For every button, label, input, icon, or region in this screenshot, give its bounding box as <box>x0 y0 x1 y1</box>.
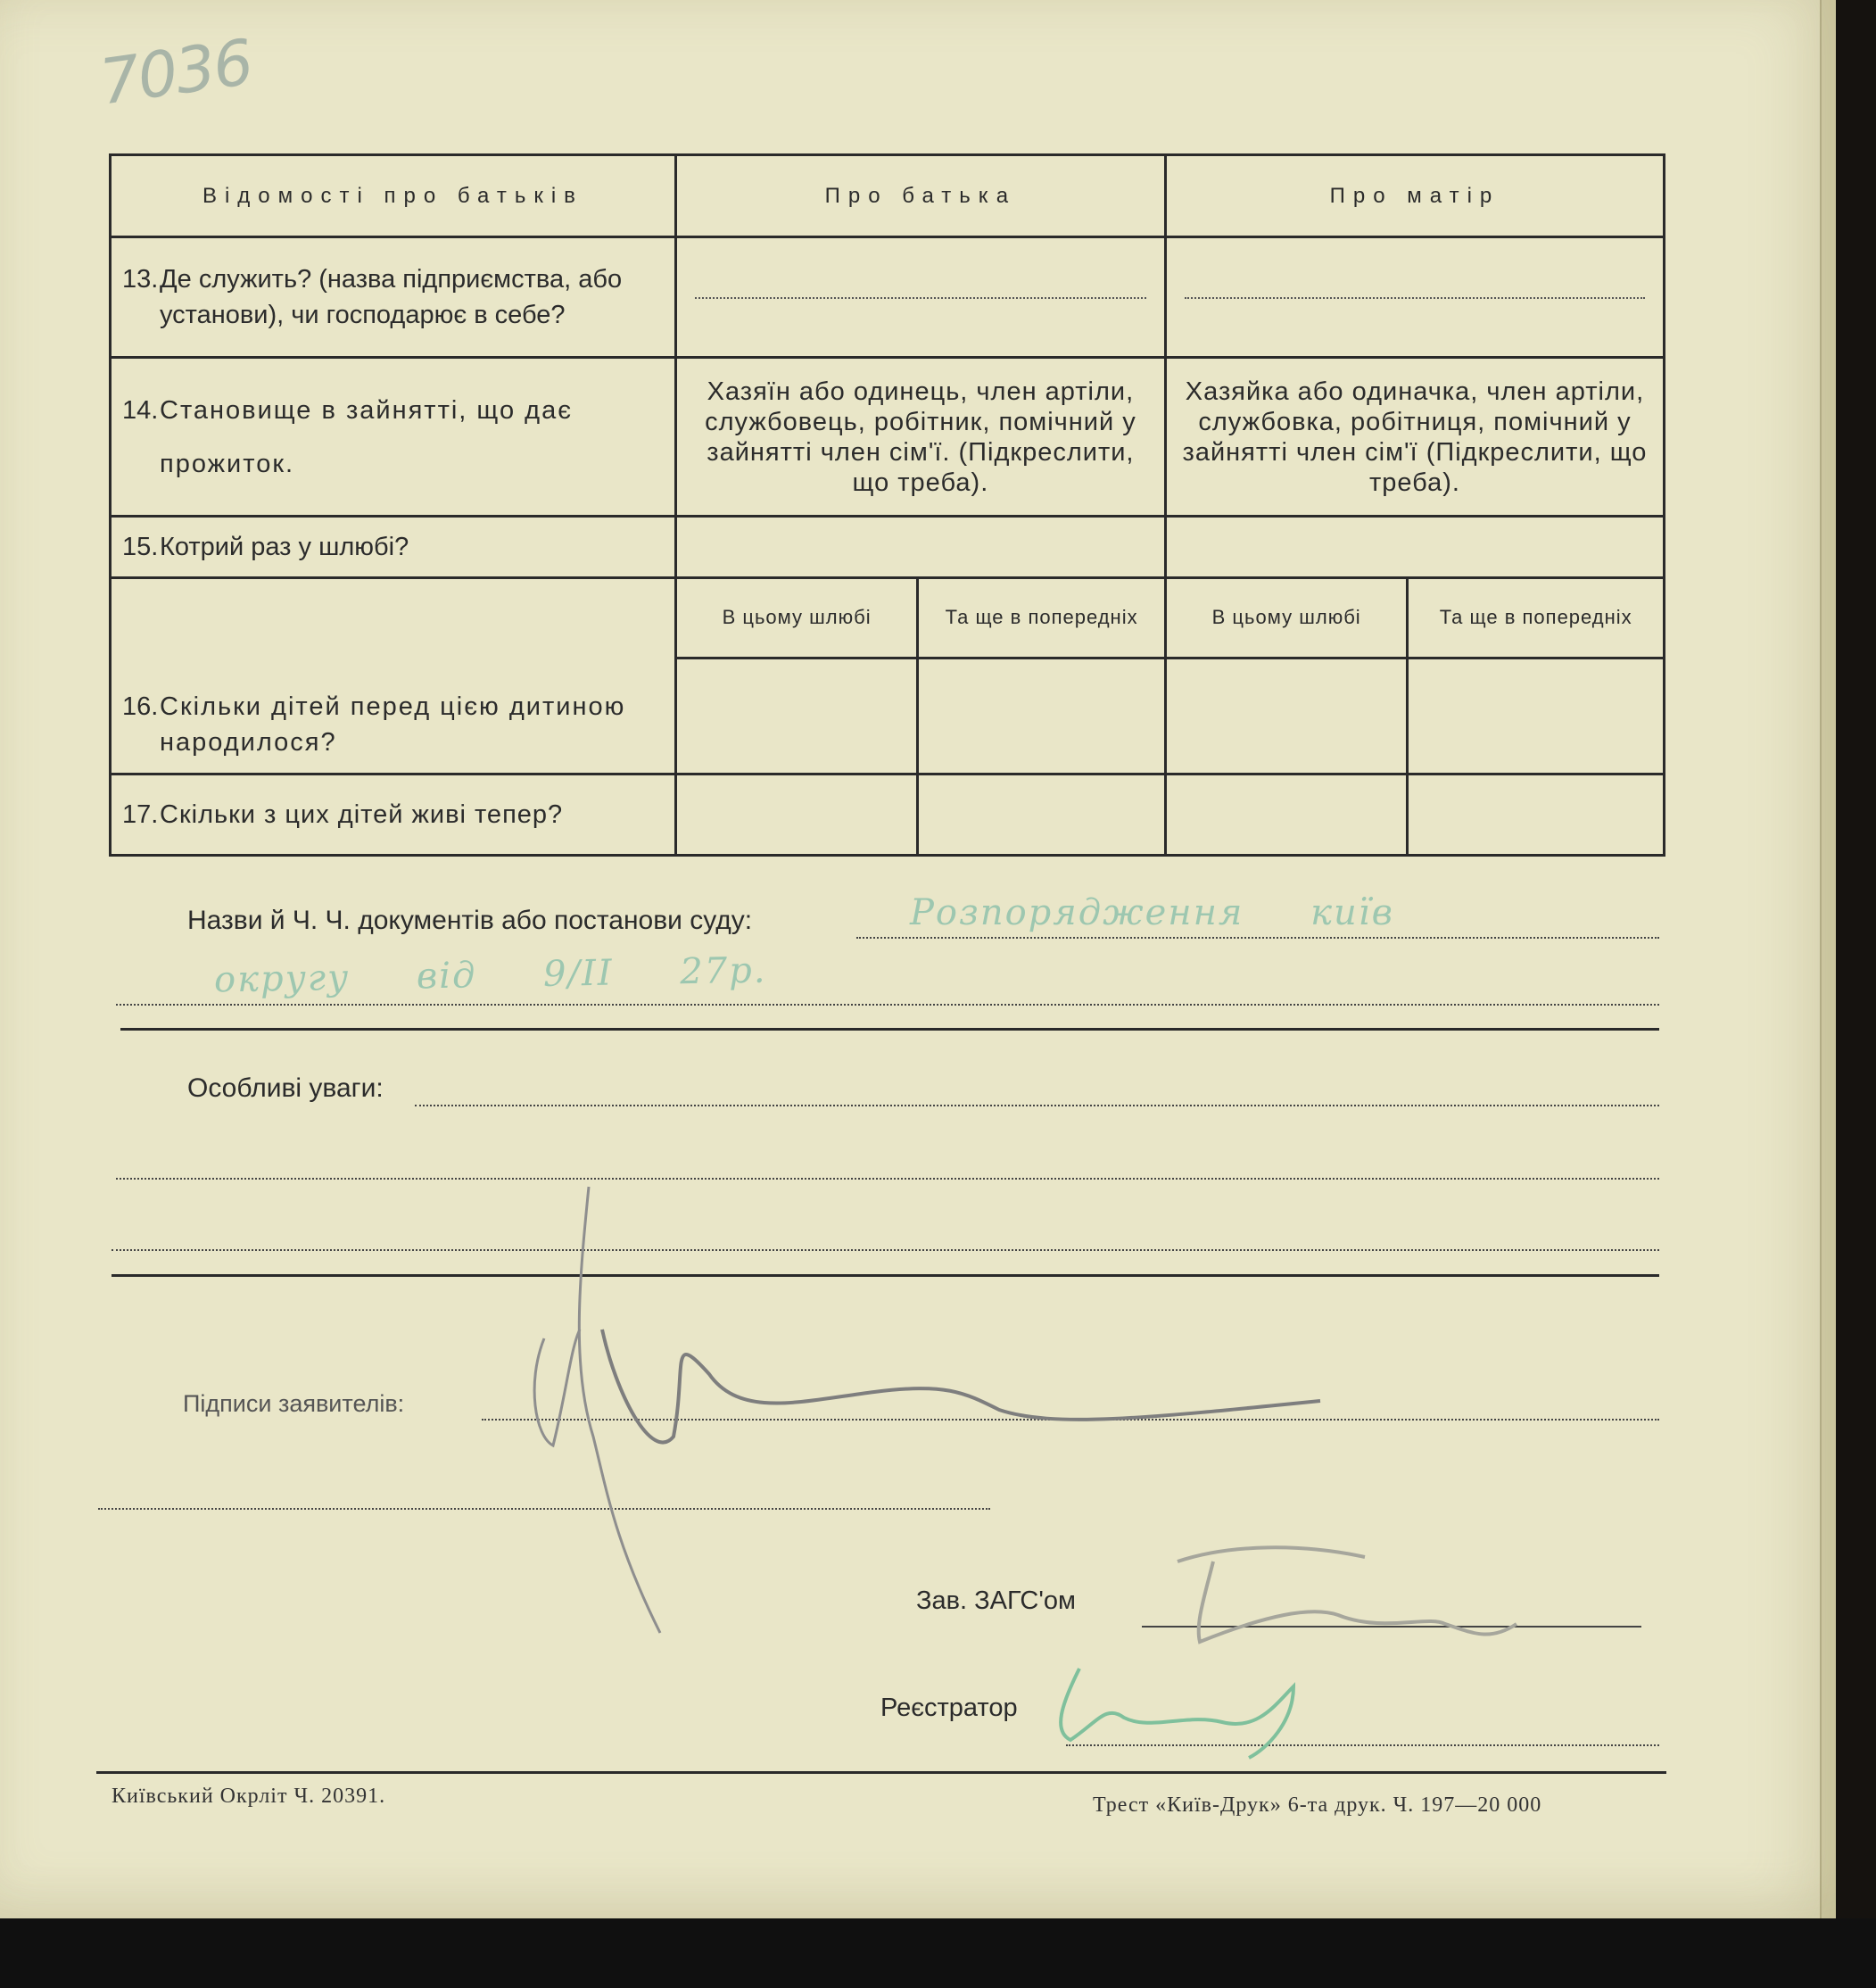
q16-mother-this-cell[interactable] <box>1165 658 1407 774</box>
table-header-row <box>111 155 1665 237</box>
q16-mother-prev-cell[interactable] <box>1408 658 1665 774</box>
q17-mother-prev-cell[interactable] <box>1408 774 1665 855</box>
documents-line-1[interactable] <box>856 937 1659 939</box>
remarks-label: Особливі уваги: <box>187 1073 384 1103</box>
q14-mother-options[interactable]: Хазяйка або одиначка, член артіли, службовка, робітниця, помічний у зайнятті член сім'ї (Підкреслити, що треба). <box>1165 358 1664 517</box>
header-father: Про батька <box>675 155 1165 237</box>
row-q16-subheader <box>111 578 1665 658</box>
registrar-label: Реєстратор <box>880 1694 1018 1722</box>
footer-left-imprint: Київський Окрліт Ч. 20391. <box>112 1785 386 1808</box>
q14-label <box>111 358 676 517</box>
q15-mother-cell[interactable] <box>1165 517 1664 578</box>
row-q14 <box>111 358 1665 517</box>
q17-number: 17. <box>122 799 159 829</box>
q16-mother-previous-header: Та ще в попередніх <box>1408 578 1665 658</box>
q16-number: 16. <box>122 692 159 721</box>
row-q15 <box>111 517 1665 578</box>
documents-handwritten-2: округу від 9/ІІ 27р. <box>213 949 767 1001</box>
q17-father-prev-cell[interactable] <box>918 774 1166 855</box>
q13-father-cell[interactable] <box>675 237 1165 358</box>
q15-label <box>111 517 676 578</box>
q17-father-this-cell[interactable] <box>675 774 917 855</box>
documents-separator <box>120 1028 1659 1031</box>
row-q13 <box>111 237 1665 358</box>
parents-info-table <box>109 153 1665 857</box>
q16-father-this-cell[interactable] <box>675 658 917 774</box>
q15-text: Котрий раз у шлюбі? <box>160 533 409 562</box>
pencil-archive-number: 7036 <box>95 25 257 120</box>
signatures-label: Підписи заявителів: <box>183 1390 405 1417</box>
q16-father-previous-header: Та ще в попередніх <box>918 578 1166 658</box>
q13-number: 13. <box>122 265 159 294</box>
registrar-signature <box>1044 1633 1338 1767</box>
q15-number: 15. <box>122 533 159 562</box>
footer-separator <box>96 1771 1666 1774</box>
header-mother: Про матір <box>1165 155 1664 237</box>
row-q17 <box>111 774 1665 855</box>
q16-mother-this-marriage-header: В цьому шлюбі <box>1165 578 1407 658</box>
q16-text: Скільки дітей перед цією дитиною народилося? <box>160 692 626 757</box>
header-parents-info: Відомості про батьків <box>111 155 676 237</box>
q14-text: Становище в зайнятті, що дає прожиток. <box>160 395 573 478</box>
q17-text: Скільки з цих дітей живі тепер? <box>160 799 564 829</box>
page-edge <box>1820 0 1836 1918</box>
scan-background-right <box>1838 0 1876 1918</box>
q14-number: 14. <box>122 395 159 425</box>
q16-father-prev-cell[interactable] <box>918 658 1166 774</box>
q13-text: Де служить? (назва підприємства, або установи), чи господарює в себе? <box>160 265 623 330</box>
q16-father-this-marriage-header: В цьому шлюбі <box>675 578 917 658</box>
q14-father-options[interactable]: Хазяїн або одинець, член артіли, службовець, робітник, помічний у зайнятті член сім'ї. (Підкреслити, що треба). <box>675 358 1165 517</box>
q15-father-cell[interactable] <box>675 517 1165 578</box>
scan-background-bottom <box>0 1918 1876 1988</box>
q13-label <box>111 237 676 358</box>
documents-label: Назви й Ч. Ч. документів або постанови суду: <box>187 906 753 935</box>
documents-handwritten-1: Розпорядження київ <box>910 892 1394 933</box>
head-label: Зав. ЗАГС'ом <box>916 1586 1076 1615</box>
documents-line-2[interactable] <box>116 1004 1659 1006</box>
q17-label <box>111 774 676 855</box>
q16-label <box>111 578 676 774</box>
footer-right-imprint: Трест «Київ-Друк» 6-та друк. Ч. 197—20 000 <box>1093 1793 1542 1817</box>
q13-mother-cell[interactable] <box>1165 237 1664 358</box>
remarks-line-1[interactable] <box>415 1105 1659 1106</box>
q17-mother-this-cell[interactable] <box>1165 774 1407 855</box>
